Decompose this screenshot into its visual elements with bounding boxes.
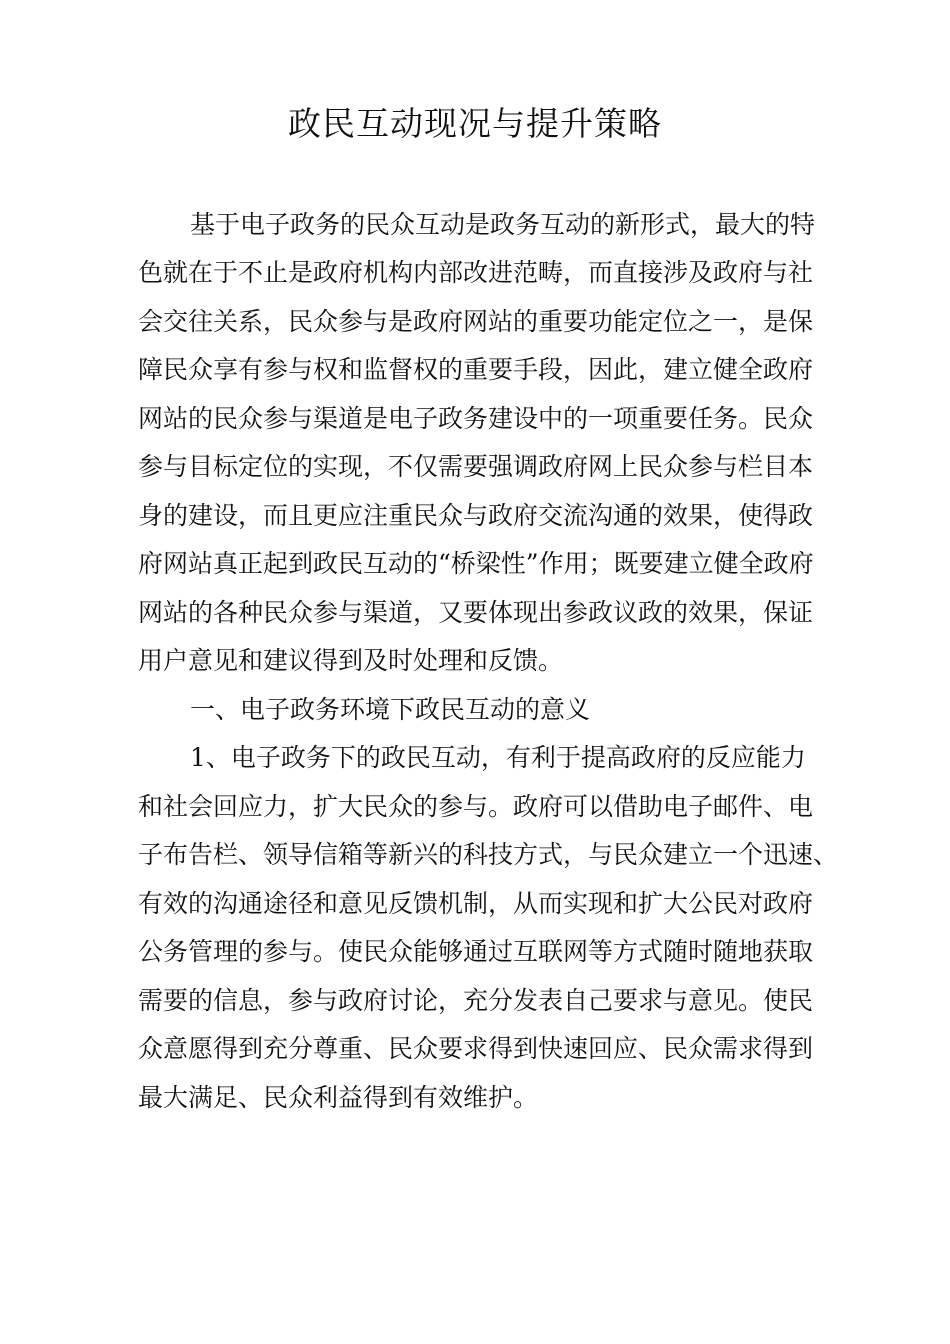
paragraph-3-line-6: 需要的信息，参与政府讨论，充分发表自己要求与意见。使民 (138, 986, 814, 1015)
paragraph-3-line-2: 和社会回应力，扩大民众的参与。政府可以借助电子邮件、电 (138, 792, 814, 821)
section-heading: 一、电子政务环境下政民互动的意义 (190, 695, 591, 724)
paragraph-1-line-3: 会交往关系，民众参与是政府网站的重要功能定位之一，是保 (138, 307, 814, 336)
paragraph-3-line-4: 有效的沟通途径和意见反馈机制，从而实现和扩大公民对政府 (138, 889, 814, 918)
paragraph-1-line-5: 网站的民众参与渠道是电子政务建设中的一项重要任务。民众 (138, 404, 814, 433)
paragraph-3-line-3: 子布告栏、领导信箱等新兴的科技方式，与民众建立一个迅速、 (138, 840, 839, 869)
paragraph-1-line-8: 府网站真正起到政民互动的“桥梁性”作用；既要建立健全政府 (138, 549, 814, 578)
paragraph-1-line-7: 身的建设，而且更应注重民众与政府交流沟通的效果，使得政 (138, 501, 814, 530)
paragraph-1-line-1: 基于电子政务的民众互动是政务互动的新形式，最大的特 (190, 210, 816, 239)
paragraph-3-line-1: 1、电子政务下的政民互动，有利于提高政府的反应能力 (190, 743, 806, 772)
paragraph-1-line-4: 障民众享有参与权和监督权的重要手段，因此，建立健全政府 (138, 355, 814, 384)
paragraph-1-line-9: 网站的各种民众参与渠道，又要体现出参政议政的效果，保证 (138, 598, 814, 627)
paragraph-1-line-10: 用户意见和建议得到及时处理和反馈。 (138, 646, 564, 675)
paragraph-3-line-7: 众意愿得到充分尊重、民众要求得到快速回应、民众需求得到 (138, 1034, 814, 1063)
paragraph-3-line-5: 公务管理的参与。使民众能够通过互联网等方式随时随地获取 (138, 937, 814, 966)
document-title: 政民互动现况与提升策略 (288, 104, 662, 143)
paragraph-3-line-8: 最大满足、民众利益得到有效维护。 (138, 1083, 539, 1112)
paragraph-1-line-6: 参与目标定位的实现，不仅需要强调政府网上民众参与栏目本 (138, 452, 814, 481)
paragraph-1-line-2: 色就在于不止是政府机构内部改进范畴，而直接涉及政府与社 (138, 258, 814, 287)
